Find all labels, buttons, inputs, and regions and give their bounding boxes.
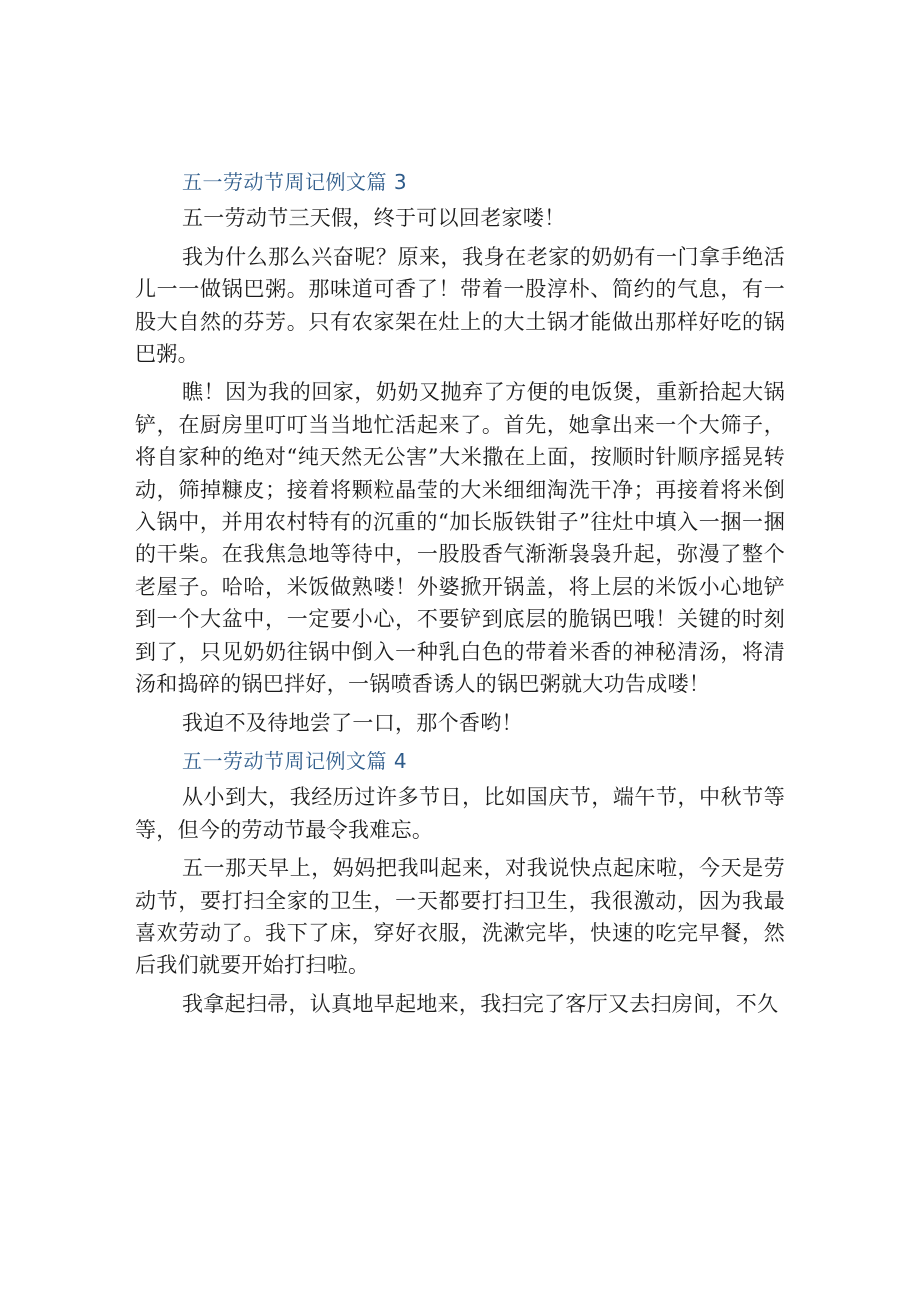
section-heading-3: 五一劳动节周记例文篇 3 xyxy=(182,170,408,194)
paragraph: 瞧！因为我的回家，奶奶又抛弃了方便的电饭煲，重新拾起大锅铲，在厨房里叮叮当当地忙活起来了。首先，她拿出来一个大筛子，将自家种的绝对“纯天然无公害”大米撒在上面，按顺时针顺序摇晃转动，筛掉糠皮；接着将颗粒晶莹的大米细细淘洗干净；再接着将米倒入锅中，并用农村特有的沉重的“加长版铁钳子”往灶中填入一捆一捆的干柴。在我焦急地等待中，一股股香气渐渐袅袅升起，弥漫了整个老屋子。哈哈，米饭做熟喽！外婆掀开锅盖，将上层的米饭小心地铲到一个大盆中，一定要小心，不要铲到底层的脆锅巴哦！关键的时刻到了，只见奶奶往锅中倒入一种乳白色的带着米香的神秘清汤，将清汤和捣碎的锅巴拌好，一锅喷香诱人的锅巴粥就大功告成喽！ xyxy=(135,380,785,697)
paragraph: 我为什么那么兴奋呢？原来，我身在老家的奶奶有一门拿手绝活儿一一做锅巴粥。那味道可香了！带着一股淳朴、简约的气息，有一股大自然的芬芳。只有农家架在灶上的大土锅才能做出那样好吃的锅巴粥。 xyxy=(135,244,785,367)
paragraph: 五一劳动节三天假，终于可以回老家喽！ xyxy=(182,206,566,231)
paragraph: 五一那天早上，妈妈把我叫起来，对我说快点起床啦，今天是劳动节，要打扫全家的卫生，一天都要打扫卫生，我很激动，因为我最喜欢劳动了。我下了床，穿好衣服，洗漱完毕，快速的吃完早餐，然后我们就要开始打扫啦。 xyxy=(135,856,785,978)
paragraph: 我拿起扫帚，认真地早起地来，我扫完了客厅又去扫房间，不久 xyxy=(182,991,779,1016)
paragraph: 我迫不及待地尝了一口，那个香哟！ xyxy=(182,710,523,735)
document-body xyxy=(135,166,785,1020)
paragraph: 从小到大，我经历过许多节日，比如国庆节，端午节，中秋节等等，但今的劳动节最令我难忘。 xyxy=(135,785,785,842)
section-heading-4: 五一劳动节周记例文篇 4 xyxy=(182,748,408,773)
